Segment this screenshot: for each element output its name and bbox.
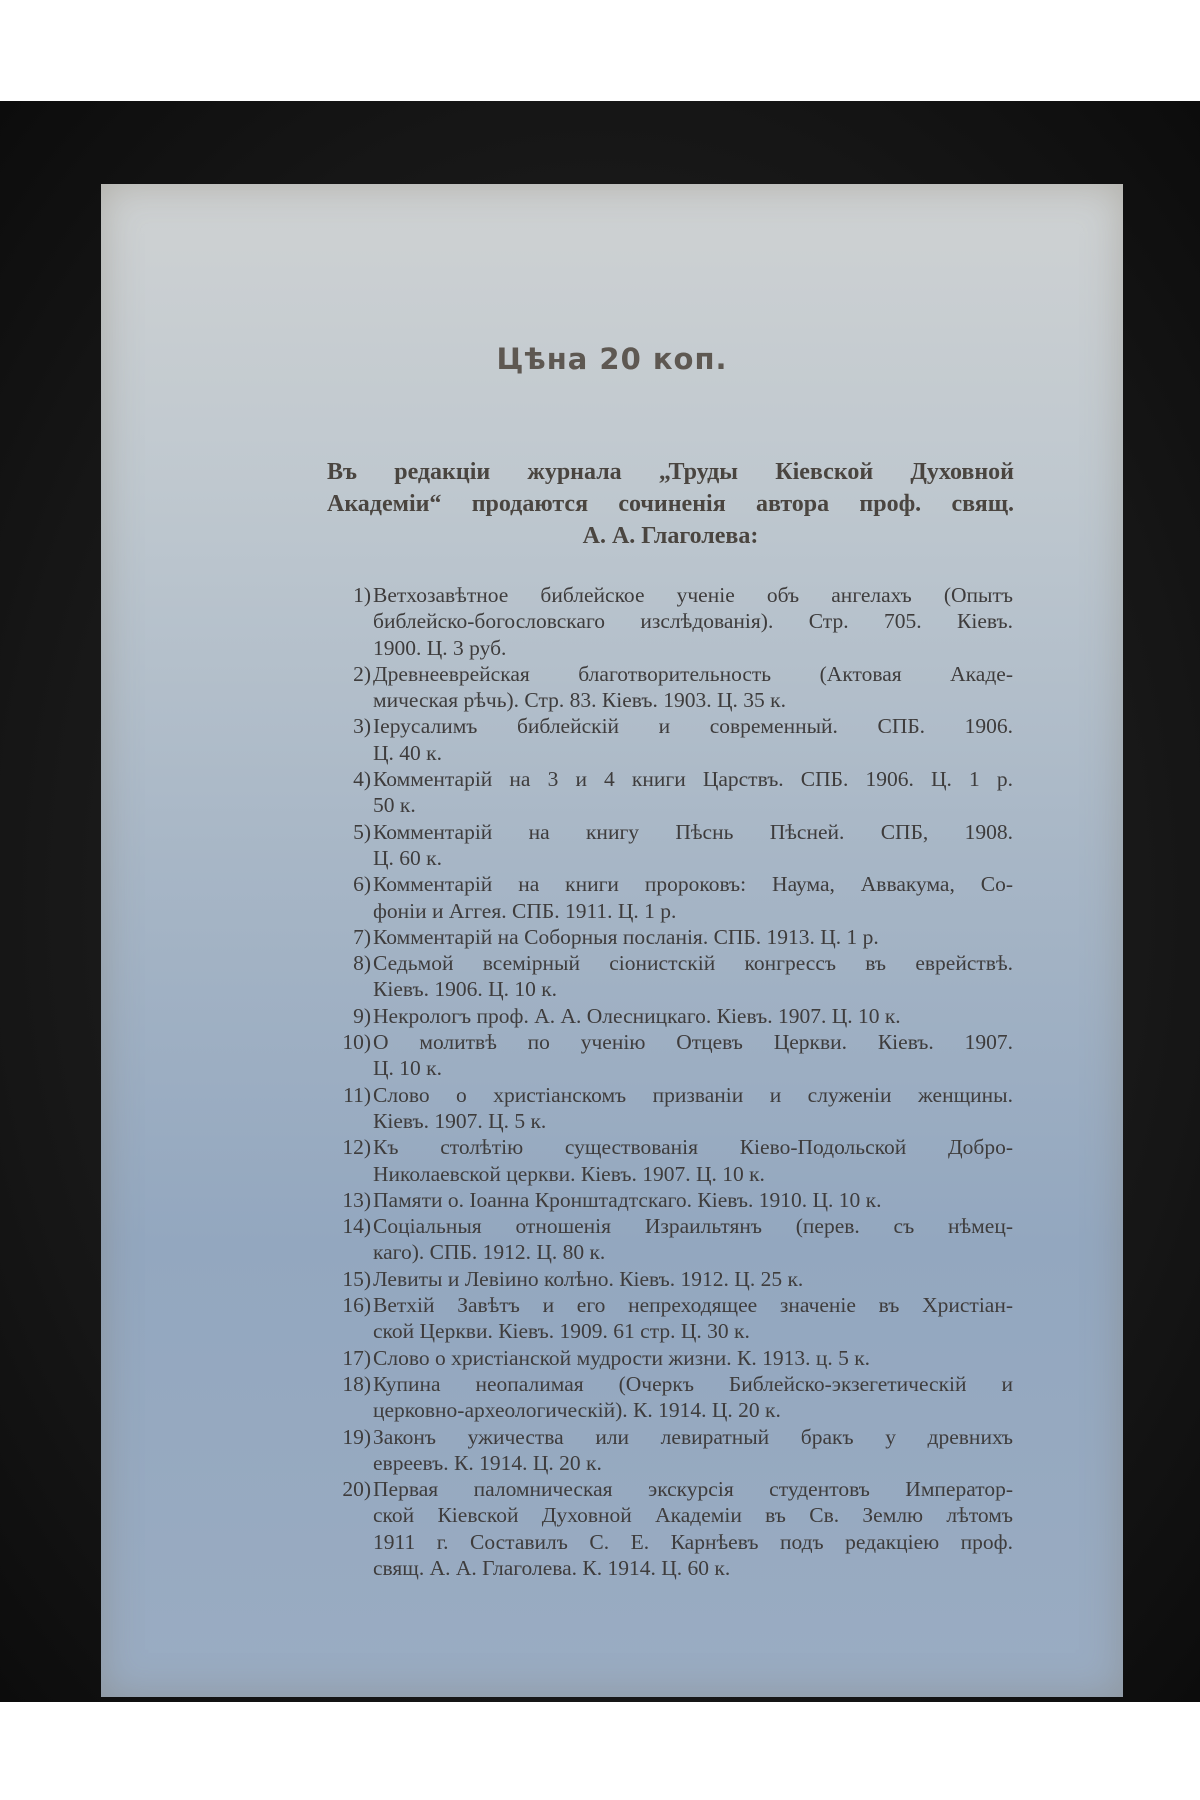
item-number: 20) [342, 1477, 371, 1502]
item-number: 18) [342, 1371, 371, 1396]
item-text-line: Купина неопалимая (Очеркъ Библейско-экзегетическій и [373, 1371, 1013, 1396]
item-text-line: Ветхозавѣтное библейское ученіе объ ангелахъ (Опытъ [373, 583, 1013, 607]
item-text-line: Къ столѣтію существованія Кіево-Подольской Добро- [373, 1135, 1013, 1160]
item-text-line: Древнееврейская благотворительность (Актовая Акаде- [373, 661, 1013, 686]
item-text-line: Ц. 60 к. [373, 845, 442, 870]
item-number: 6) [353, 872, 371, 897]
item-text-line: Іерусалимъ библейскій и современный. СПБ. 1906. [373, 714, 1013, 739]
item-number: 12) [342, 1135, 371, 1160]
item-text-line: мическая рѣчь). Стр. 83. Кіевъ. 1903. Ц. 35 к. [373, 688, 786, 713]
item-text-line: Ц. 10 к. [373, 1056, 442, 1081]
item-text-line: фоніи и Аггея. СПБ. 1911. Ц. 1 р. [373, 898, 677, 923]
works-list [333, 582, 1013, 1581]
item-text-line: Первая паломническая экскурсія студентовъ Император- [373, 1477, 1013, 1502]
item-text-line: 1911 г. Составилъ С. Е. Карнѣевъ подъ редакціею проф. [373, 1529, 1013, 1554]
item-number: 7) [353, 924, 371, 949]
item-text-line: Кіевъ. 1907. Ц. 5 к. [373, 1108, 547, 1133]
list-item [333, 1371, 1013, 1424]
list-item [333, 1266, 1013, 1292]
item-number: 5) [353, 819, 371, 844]
item-number: 16) [342, 1293, 371, 1318]
heading-line: Академіи“ продаются сочиненія автора проф. свящ. [327, 491, 1014, 517]
list-item [333, 1187, 1013, 1213]
list-item [333, 713, 1013, 766]
list-item [333, 1292, 1013, 1345]
list-item [333, 950, 1013, 1003]
list-item [333, 1476, 1013, 1581]
item-number: 8) [353, 951, 371, 976]
item-text-line: ской Кіевской Духовной Академіи въ Св. Землю лѣтомъ [373, 1503, 1013, 1528]
item-text-line: 50 к. [373, 793, 416, 818]
heading-line: А. А. Глаголева: [582, 523, 759, 549]
list-item [333, 871, 1013, 924]
item-number: 14) [342, 1214, 371, 1239]
item-text-line: Некрологъ проф. А. А. Олесницкаго. Кіевъ. 1907. Ц. 10 к. [373, 1003, 901, 1028]
item-text-line: Николаевской церкви. Кіевъ. 1907. Ц. 10 к. [373, 1161, 765, 1186]
item-text-line: Кіевъ. 1906. Ц. 10 к. [373, 977, 558, 1002]
item-number: 11) [343, 1082, 371, 1107]
item-number: 10) [342, 1030, 371, 1055]
item-text-line: Слово о христіанскомъ призваніи и служеніи женщины. [373, 1082, 1013, 1107]
item-text-line: Законъ ужичества или левиратный бракъ у древнихъ [373, 1424, 1013, 1449]
heading [327, 456, 1014, 552]
item-text-line: Седьмой всемірный сіонистскій конгрессъ въ еврействѣ. [373, 951, 1013, 976]
item-number: 17) [342, 1345, 371, 1370]
item-number: 3) [353, 714, 371, 739]
document-page [101, 184, 1123, 1697]
list-item [333, 1003, 1013, 1029]
item-number: 15) [342, 1266, 371, 1291]
item-number: 13) [342, 1187, 371, 1212]
list-item [333, 766, 1013, 819]
item-text-line: церковно-археологическій). К. 1914. Ц. 20 к. [373, 1398, 781, 1423]
item-text-line: Слово о христіанской мудрости жизни. К. 1913. ц. 5 к. [373, 1345, 871, 1370]
item-text-line: Комментарій на книгу Пѣснь Пѣсней. СПБ, 1908. [373, 819, 1013, 844]
list-item [333, 661, 1013, 714]
list-item [333, 582, 1013, 661]
item-text-line: ской Церкви. Кіевъ. 1909. 61 стр. Ц. 30 к. [373, 1319, 750, 1344]
list-item [333, 819, 1013, 872]
item-number: 19) [342, 1424, 371, 1449]
list-item [333, 1029, 1013, 1082]
list-item [333, 1134, 1013, 1187]
item-text-line: Комментарій на Соборныя посланія. СПБ. 1913. Ц. 1 р. [373, 924, 879, 949]
price-title: Цѣна 20 коп. [496, 342, 728, 376]
list-item [333, 1424, 1013, 1477]
item-text-line: Соціальныя отношенія Израильтянъ (перев. съ нѣмец- [373, 1214, 1013, 1239]
item-text-line: 1900. Ц. 3 руб. [373, 635, 507, 660]
heading-line: Въ редакціи журнала „Труды Кіевской Духовной [327, 459, 1014, 485]
item-text-line: Комментарій на 3 и 4 книги Царствъ. СПБ. 1906. Ц. 1 р. [373, 767, 1013, 792]
item-text-line: свящ. А. А. Глаголева. К. 1914. Ц. 60 к. [373, 1555, 731, 1580]
list-item [333, 924, 1013, 950]
item-text-line: Левиты и Левіино колѣно. Кіевъ. 1912. Ц. 25 к. [373, 1266, 804, 1291]
item-text-line: Ветхій Завѣтъ и его непреходящее значеніе въ Христіан- [373, 1293, 1013, 1318]
item-text-line: Памяти о. Іоанна Кронштадтскаго. Кіевъ. 1910. Ц. 10 к. [373, 1187, 882, 1212]
item-number: 1) [353, 583, 371, 607]
item-number: 4) [353, 767, 371, 792]
item-text-line: каго). СПБ. 1912. Ц. 80 к. [373, 1240, 606, 1265]
list-item [333, 1213, 1013, 1266]
item-text-line: Ц. 40 к. [373, 740, 442, 765]
item-text-line: библейско-богословскаго изслѣдованія). Стр. 705. Кіевъ. [373, 609, 1013, 634]
list-item [333, 1082, 1013, 1135]
list-item [333, 1345, 1013, 1371]
item-number: 2) [353, 661, 371, 686]
item-text-line: евреевъ. К. 1914. Ц. 20 к. [373, 1450, 602, 1475]
item-text-line: Комментарій на книги пророковъ: Наума, Аввакума, Со- [373, 872, 1013, 897]
item-text-line: О молитвѣ по ученію Отцевъ Церкви. Кіевъ. 1907. [373, 1030, 1013, 1055]
item-number: 9) [353, 1003, 371, 1028]
